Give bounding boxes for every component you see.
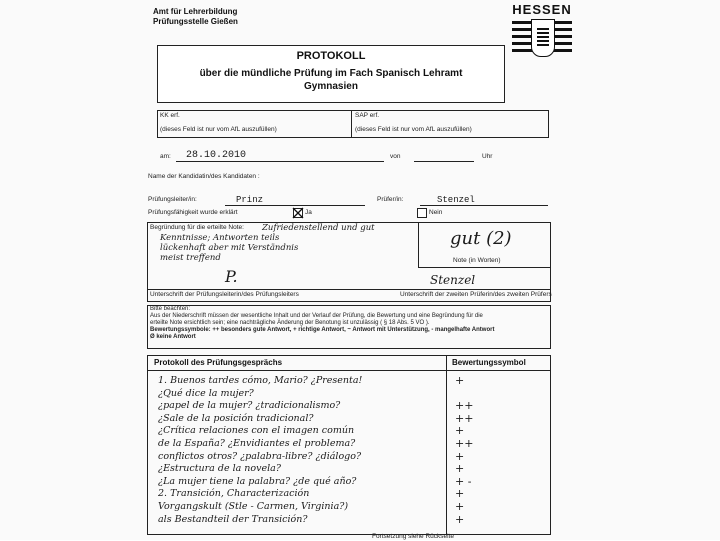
ja-label: Ja bbox=[305, 209, 312, 216]
notes-line-3: erteilte Note ersichtlich sein; eine nachträgliche Änderung der Benotung ist unzulässig ( § 18 Abs. 5 VO ). bbox=[150, 320, 430, 326]
protocol-row-text: ¿Estructura de la novela? bbox=[158, 463, 281, 475]
protocol-row-symbol: + bbox=[455, 462, 465, 476]
protocol-row-symbol: + bbox=[455, 500, 465, 513]
examiner-value[interactable]: Prinz bbox=[236, 195, 264, 205]
examiner2-value[interactable]: Stenzel bbox=[437, 195, 475, 205]
am-label: am: bbox=[160, 153, 171, 160]
notes-line-5: Ø keine Antwort bbox=[150, 334, 196, 340]
protocol-row-symbol: + bbox=[455, 512, 465, 526]
ja-checkbox[interactable] bbox=[293, 208, 303, 218]
title-box bbox=[157, 45, 505, 103]
examiner-label: Prüfungsleiter/in: bbox=[148, 196, 197, 203]
uhr-label: Uhr bbox=[482, 153, 493, 160]
signature-2: Stenzel bbox=[430, 273, 476, 287]
protocol-row-symbol: + bbox=[455, 374, 465, 387]
nein-label: Nein bbox=[429, 209, 443, 216]
protocol-row-text: ¿La mujer tiene la palabra? ¿de qué año? bbox=[158, 475, 357, 487]
protocol-row-text: als Bestandteil der Transición? bbox=[158, 513, 308, 525]
kk-note: (dieses Feld ist nur vom AfL auszufüllen) bbox=[160, 126, 277, 133]
justification-handwriting-1: Zufriedenstellend und gut bbox=[262, 223, 375, 233]
subtitle-line-2: Gymnasien bbox=[304, 81, 358, 92]
protocol-footer: Fortsetzung siehe Rückseite bbox=[372, 533, 455, 540]
date-value[interactable]: 28.10.2010 bbox=[186, 150, 247, 161]
kk-label: KK erf. bbox=[160, 112, 180, 119]
protocol-row-symbol: ++ bbox=[455, 437, 474, 450]
office-line-1: Amt für Lehrerbildung bbox=[153, 7, 238, 16]
hessen-logo-stripes bbox=[512, 19, 572, 59]
von-label: von bbox=[390, 153, 401, 160]
subtitle-line-1: über die mündliche Prüfung im Fach Spanisch Lehramt bbox=[199, 68, 463, 79]
hessen-logo-text: HESSEN bbox=[512, 2, 572, 17]
examiner2-label: Prüfer/in: bbox=[377, 196, 404, 203]
protocol-row-symbol: ++ bbox=[455, 399, 474, 413]
nein-checkbox[interactable] bbox=[417, 208, 427, 218]
sap-label: SAP erf. bbox=[355, 112, 380, 119]
protocol-row-symbol: + bbox=[455, 424, 465, 438]
office-line-2: Prüfungsstelle Gießen bbox=[153, 17, 238, 26]
notes-line-1: Bitte beachten: bbox=[150, 306, 191, 312]
notes-line-4: Bewertungssymbole: ++ besonders gute Antwort, + richtige Antwort, ~ Antwort mit Unterstützung, - mangelhafte Antwort bbox=[150, 327, 495, 333]
signature2-label: Unterschrift der zweiten Prüferin/des zweiten Prüfers bbox=[400, 291, 552, 298]
justification-label: Begründung für die erteilte Note: bbox=[150, 224, 244, 231]
protocol-row-text: 1. Buenos tardes cómo, Mario? ¿Presenta! bbox=[158, 375, 363, 386]
protocol-row-symbol: + - bbox=[455, 474, 472, 488]
hessen-logo bbox=[512, 2, 572, 58]
protocol-row-text: ¿Qué dice la mujer? bbox=[158, 387, 254, 399]
checkmark-icon bbox=[292, 207, 304, 219]
protocol-row-text: 2. Transición, Characterización bbox=[158, 488, 310, 500]
note-words-label: Note (in Worten) bbox=[453, 257, 501, 264]
protocol-row-symbol: + bbox=[455, 487, 465, 501]
protocol-row-text: conflictos otros? ¿palabra-libre? ¿diálogo? bbox=[158, 450, 362, 462]
protocol-row-text: de la España? ¿Envidiantes el problema? bbox=[158, 438, 356, 449]
notes-line-2: Aus der Niederschrift müssen der wesentliche Inhalt und der Verlauf der Prüfung, die Bewertung und eine Begründung für die bbox=[150, 313, 483, 319]
justification-handwriting-4: meist treffend bbox=[160, 253, 221, 263]
protocol-row-text: ¿Sale de la posición tradicional? bbox=[158, 412, 314, 424]
protocol-row-text: ¿Crítica relaciones con el imagen común bbox=[158, 425, 355, 437]
page-title: PROTOKOLL bbox=[296, 50, 366, 62]
protocol-row-symbol: + bbox=[455, 449, 465, 463]
justification-handwriting-3: lückenhaft aber mit Verständnis bbox=[160, 243, 299, 253]
sap-note: (dieses Feld ist nur vom AfL auszufüllen) bbox=[355, 126, 472, 133]
protocol-row-symbol: ++ bbox=[455, 411, 474, 425]
protocol-col1-header: Protokoll des Prüfungsgesprächs bbox=[154, 358, 283, 367]
protocol-row-text: ¿papel de la mujer? ¿tradicionalismo? bbox=[158, 400, 341, 412]
signature-1: P. bbox=[225, 267, 238, 286]
justification-handwriting-2: Kenntnisse; Antworten teils bbox=[160, 233, 280, 243]
candidate-label: Name der Kandidatin/des Kandidaten : bbox=[148, 173, 260, 180]
protocol-row-text: Vorgangskult (Stle - Carmen, Virginia?) bbox=[158, 501, 349, 512]
signature1-label: Unterschrift der Prüfungsleiterin/des Prüfungsleiters bbox=[150, 291, 299, 298]
ability-label: Prüfungsfähigkeit wurde erklärt bbox=[148, 209, 238, 216]
shield-icon bbox=[531, 19, 555, 57]
grade-handwritten[interactable]: gut (2) bbox=[450, 228, 512, 249]
protocol-col2-header: Bewertungssymbol bbox=[452, 358, 526, 367]
